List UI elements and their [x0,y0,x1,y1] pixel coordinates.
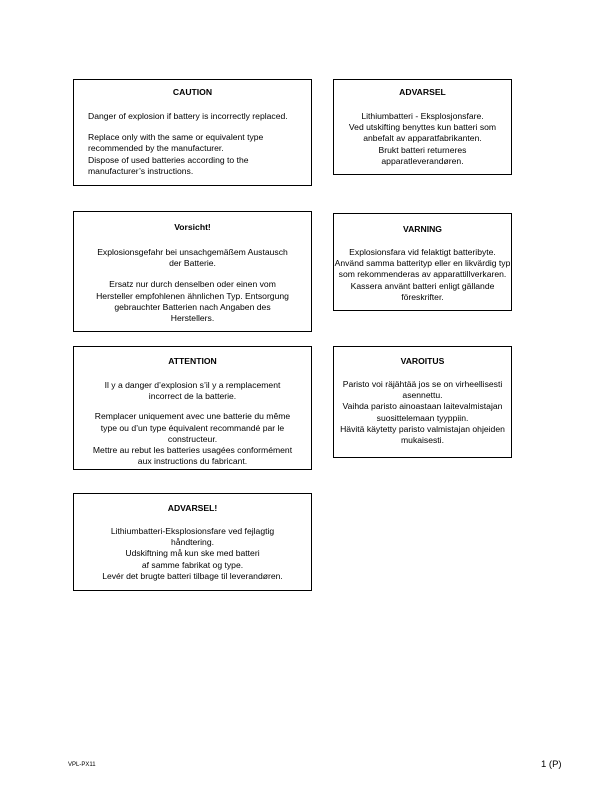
notice-paragraph: Paristo voi räjähtää jos se on virheellisesti asennettu. Vaihda paristo ainoastaan laitevalmistajan suosittelemaan tyyppiin. Hävitä käytetty paristo valmistajan ohjeiden mukaisesti. [340,379,505,446]
notice-paragraph: Ersatz nur durch denselben oder einen vom Hersteller empfohlenen ähnlichen Typ. Entsorgung gebrauchter Batterien nach Angaben des Herstellers. [96,279,289,324]
notice-title: VAROITUS [400,356,445,366]
notice-caution-en [73,79,312,186]
notice-paragraph: Danger of explosion if battery is incorrectly replaced. [88,111,288,121]
notice-advarsel-da [73,493,312,591]
notice-advarsel-no [333,79,512,175]
notice-title: Vorsicht! [174,222,211,232]
model-number: VPL-PX11 [68,762,96,768]
notice-paragraph: Il y a danger d’explosion s’il y a remplacement incorrect de la batterie. [104,380,281,402]
notice-attention-fr [73,346,312,470]
notice-title: ADVARSEL [399,87,446,97]
notice-title: ADVARSEL! [167,503,218,513]
page-number: 1 (P) [541,759,562,770]
notice-paragraph: Remplacer uniquement avec une batterie du même type ou d’un type équivalent recommandé par le constructeur. Mettre au rebut les batteries usagées conformément aux instructions du fabricant. [92,411,293,467]
notice-paragraph: Replace only with the same or equivalent type recommended by the manufacturer. Dispose of used batteries according to the manufacturer’s instructions. [88,132,264,176]
notice-title: VARNING [403,224,442,234]
notice-title: CAUTION [172,87,213,97]
notice-varning-sv [333,213,512,311]
notice-paragraph: Lithiumbatteri - Eksplosjonsfare. Ved utskifting benyttes kun batteri som anbefalt av apparatfabrikanten. Brukt batteri returneres apparatleverandøren. [348,111,497,166]
notice-title: ATTENTION [168,356,217,366]
notice-paragraph: Explosionsfara vid felaktigt batteribyte. Använd samma batterityp eller en likvärdig typ som rekommenderas av apparattillverkaren. Kassera använt batteri enligt gällande föreskrifter. [334,247,511,302]
notice-vorsicht-de [73,211,312,332]
notice-paragraph: Explosionsgefahr bei unsachgemäßem Austausch der Batterie. [97,247,288,269]
notice-varoitus-fi [333,346,512,458]
notice-paragraph: Lithiumbatteri-Eksplosionsfare ved fejlagtig håndtering. Udskiftning må kun ske med batteri af samme fabrikat og type. Levér det brugte batteri tilbage til leverandøren. [102,526,283,581]
